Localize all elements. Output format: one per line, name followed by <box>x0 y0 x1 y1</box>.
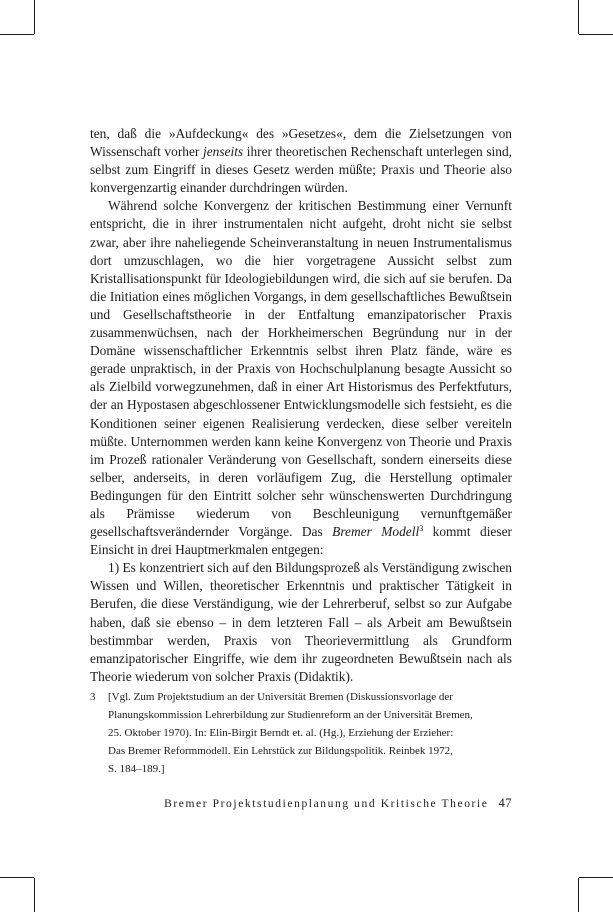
footnote-line: Planungskommission Lehrerbildung zur Studienreform an der Universität Bremen, <box>108 709 473 721</box>
footnote <box>90 688 515 778</box>
page-number: 47 <box>498 796 512 810</box>
paragraph-1: ten, daß die »Aufdeckung« des »Gesetzes«, dem die Zielsetzungen von Wissenschaft vorher jenseits ihrer theoretischen Rechenschaft unterlegen sind, selbst zum Eingriff in dieses Gesetz werden müßte; Praxis und Theorie also konvergenzartig einander durchdringen würden. <box>90 126 512 196</box>
emphasis-bremer-modell: Bremer Modell <box>332 524 420 540</box>
crop-mark <box>0 877 34 878</box>
body-text <box>90 125 512 686</box>
crop-mark <box>579 877 613 878</box>
running-title: Bremer Projektstudienplanung und Kritische Theorie <box>164 798 489 810</box>
footnote-line: Das Bremer Reformmodell. Ein Lehrstück zur Bildungspolitik. Reinbek 1972, <box>108 745 453 757</box>
running-footer <box>90 796 512 811</box>
emphasis-jenseits: jenseits <box>202 144 244 160</box>
crop-mark <box>579 34 613 35</box>
footnote-text <box>108 688 515 778</box>
crop-mark <box>34 878 35 912</box>
crop-mark <box>34 0 35 34</box>
footnote-line: 25. Oktober 1970). In: Elin-Birgit Berndt et. al. (Hg.), Erziehung der Erzieher: <box>108 727 454 739</box>
footnote-line: S. 184–189.] <box>108 763 165 775</box>
footnote-reference[interactable]: 3 <box>419 524 424 534</box>
crop-mark <box>578 0 579 34</box>
crop-mark <box>0 34 34 35</box>
paragraph-2: Während solche Konvergenz der kritischen Bestimmung einer Vernunft entspricht, die in ihrer instrumentalen nicht aufgeht, droht nicht sie selbst zwar, aber ihre naheliegende Scheinveranstaltung in neuen Instrumentalismus dort umzuschlagen, wo die hier vorgetragene Aussicht selbst zum Kristallisationspunkt für Ideologiebildungen wird, die sich auf sie berufen. Da die Initiation eines möglichen Vorgangs, in dem gesellschaftliches Bewußtsein und Gesellschaftstheorie in der Entfaltung emanzipatorischer Praxis zusammenwüchsen, nach der Horkheimerschen Begründung nur in der Domäne wissenschaftlicher Erkenntnis selbst ihren Platz fände, wäre es gerade unpraktisch, in der Praxis von Hochschulplanung besagte Aussicht so als Zielbild vorwegzunehmen, daß in einer Art Historismus des Perfektfuturs, der an Hypostasen abgeschlossener Entwicklungsmodelle sich festsieht, es die Konditionen seiner eigenen Realisierung verdecken, diese selber vereiteln müßte. Unternommen werden kann keine Konvergenz von Theorie und Praxis im Prozeß rationaler Veränderung von Gesellschaft, sondern einerseits diese selber, anderseits, in deren vorläufigem Zug, die Herstellung optimaler Bedingungen für den Eintritt solcher sehr wünschenswerten Durchdringung als Prämisse wiederum von Beschleunigung vernunftgemäßer gesellschaftsverändernder Vorgänge. Das Bremer Modell$^3$ kommt dieser Einsicht in drei Hauptmerkmalen entgegen: <box>90 198 512 558</box>
footnote-line: [Vgl. Zum Projektstudium an der Universität Bremen (Diskussionsvorlage der <box>108 691 453 703</box>
paragraph-3: 1) Es konzentriert sich auf den Bildungsprozeß als Verständigung zwischen Wissen und Willen, theoretischer Erkenntnis und praktischer Tätigkeit in Berufen, die diese Verständigung, wie der Lehrerberuf, selbst so zur Aufgabe haben, daß sie ebenso – in dem letzteren Fall – als Arbeit am Bewußtsein bestimmbar werden, Praxis von Theorievermittlung als Grundform emanzipatorischer Eingriffe, wie dem ihr zugeordneten Bewußtsein nach als Theorie wiederum von solcher Praxis (Didaktik). <box>90 560 512 684</box>
footnote-number: 3 <box>90 691 96 703</box>
crop-mark <box>578 878 579 912</box>
